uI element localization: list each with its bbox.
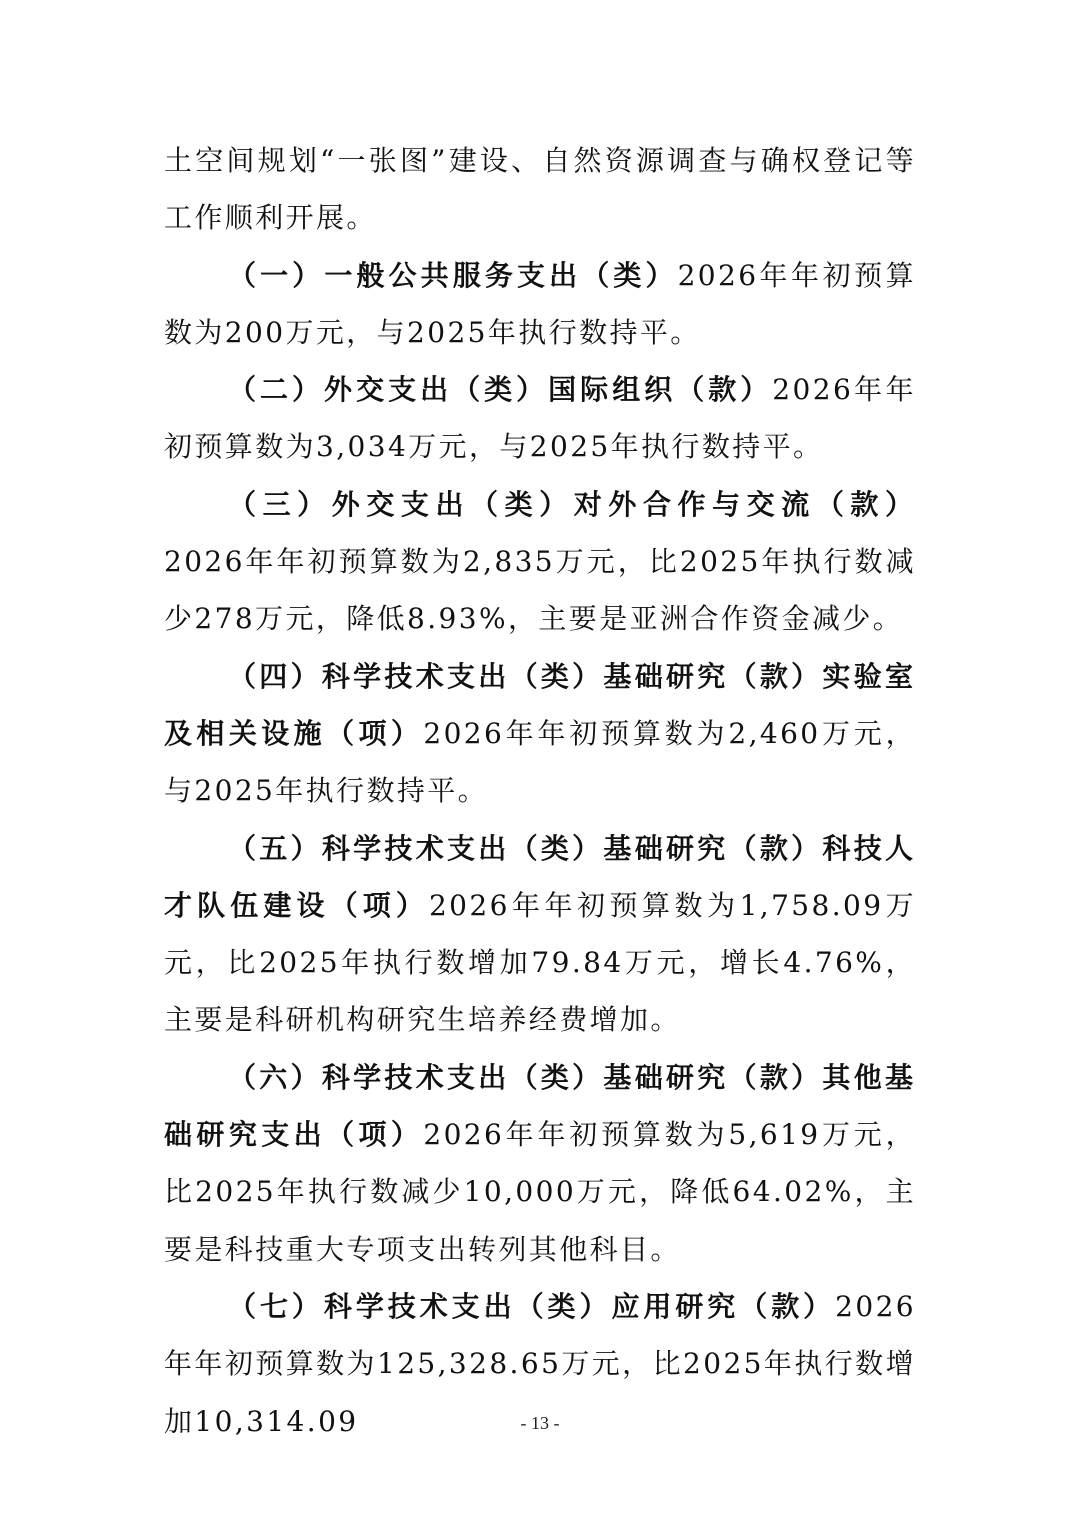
item-heading: （一）一般公共服务支出（类） [228, 258, 678, 292]
item-text: 2026年年初预算数为3,034万元，与2025年执行数持平。 [164, 373, 916, 464]
item-text: 2026年年初预算数为125,328.65万元，比2025年执行数增加10,314.09 [164, 1289, 916, 1438]
budget-item-4 [164, 648, 916, 820]
item-heading: （三）外交支出（类）对外合作与交流（款） [228, 487, 916, 521]
document-body [164, 132, 916, 1450]
item-text: 2026年年初预算数为200万元，与2025年执行数持平。 [164, 258, 916, 349]
item-text: 2026年年初预算数为2,460万元，与2025年执行数持平。 [164, 716, 916, 808]
budget-item-2 [164, 361, 916, 476]
budget-item-5 [164, 820, 916, 1049]
item-heading: （六）科学技术支出（类）基础研究（款）其他基础研究支出（项） [164, 1060, 916, 1152]
continuation-paragraph: 土空间规划“一张图”建设、自然资源调查与确权登记等工作顺利开展。 [164, 144, 916, 235]
budget-item-1 [164, 247, 916, 362]
item-text: 2026年年初预算数为2,835万元，比2025年执行数减少278万元，降低8.93%，主要是亚洲合作资金减少。 [164, 545, 916, 636]
item-text: 2026年年初预算数为1,758.09万元，比2025年执行数增加79.84万元，增长4.76%，主要是科研机构研究生培养经费增加。 [164, 888, 916, 1037]
budget-item-6 [164, 1049, 916, 1278]
item-heading: （二）外交支出（类）国际组织（款） [228, 373, 773, 407]
item-heading: （五）科学技术支出（类）基础研究（款）科技人才队伍建设（项） [164, 831, 916, 922]
item-heading: （四）科学技术支出（类）基础研究（款）实验室及相关设施（项） [164, 659, 916, 750]
item-text: 2026年年初预算数为5,619万元，比2025年执行数减少10,000万元，降低64.02%，主要是科技重大专项支出转列其他科目。 [164, 1118, 916, 1266]
item-heading: （七）科学技术支出（类）应用研究（款） [228, 1289, 836, 1323]
budget-item-3 [164, 476, 916, 648]
page-number: - 13 - [520, 1413, 560, 1433]
